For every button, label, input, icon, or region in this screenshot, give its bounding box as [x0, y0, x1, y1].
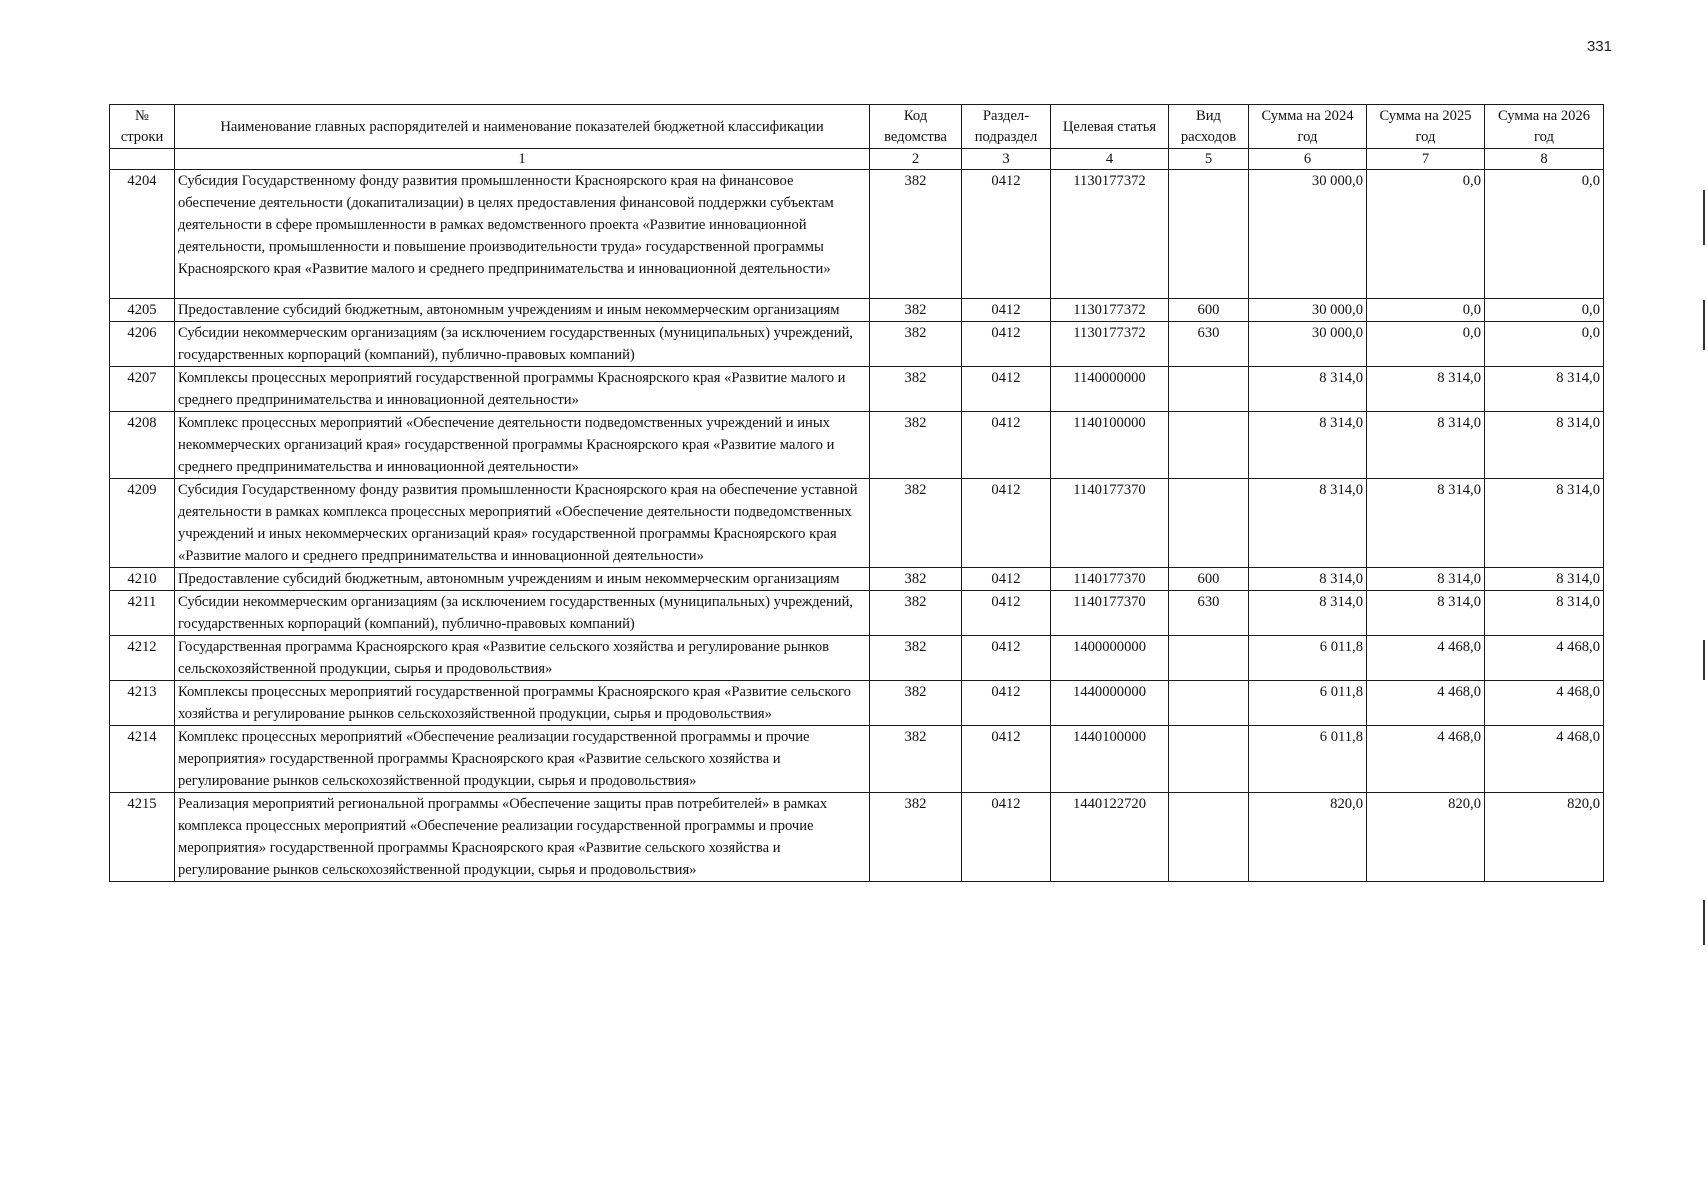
column-number: 2	[870, 149, 962, 170]
cell-sum-2025: 8 314,0	[1367, 568, 1485, 591]
cell-name: Субсидии некоммерческим организациям (за исключением государственных (муниципальных) учреждений, государственных корпораций (компаний), публично-правовых компаний)	[175, 322, 870, 367]
header-section: Раздел-подраздел	[962, 105, 1051, 149]
cell-sum-2024: 8 314,0	[1249, 568, 1367, 591]
cell-dept-code: 382	[870, 322, 962, 367]
header-sum-2025: Сумма на 2025 год	[1367, 105, 1485, 149]
cell-sum-2026: 8 314,0	[1485, 568, 1604, 591]
cell-sum-2025: 0,0	[1367, 170, 1485, 299]
page-number: 331	[1586, 38, 1612, 55]
table-row	[110, 793, 1604, 882]
column-number: 5	[1169, 149, 1249, 170]
cell-expense-type	[1169, 636, 1249, 681]
cell-name: Предоставление субсидий бюджетным, автономным учреждениям и иным некоммерческим организациям	[175, 299, 870, 322]
cell-sum-2026: 0,0	[1485, 322, 1604, 367]
cell-row-no: 4206	[110, 322, 175, 367]
cell-sum-2025: 8 314,0	[1367, 479, 1485, 568]
cell-section: 0412	[962, 681, 1051, 726]
table-row	[110, 322, 1604, 367]
table-row	[110, 412, 1604, 479]
cell-target: 1130177372	[1051, 299, 1169, 322]
header-sum-2026: Сумма на 2026 год	[1485, 105, 1604, 149]
column-number: 1	[175, 149, 870, 170]
cell-sum-2026: 8 314,0	[1485, 412, 1604, 479]
cell-sum-2025: 4 468,0	[1367, 681, 1485, 726]
cell-sum-2025: 8 314,0	[1367, 367, 1485, 412]
table-row	[110, 636, 1604, 681]
cell-target: 1140100000	[1051, 412, 1169, 479]
scan-edge-mark	[1703, 190, 1705, 245]
cell-sum-2024: 8 314,0	[1249, 367, 1367, 412]
cell-row-no: 4210	[110, 568, 175, 591]
cell-name: Комплекс процессных мероприятий «Обеспечение деятельности подведомственных учреждений и иных некоммерческих организаций края» государственной программы Красноярского края «Развитие малого и среднего предпринимательства и инновационной деятельности»	[175, 412, 870, 479]
cell-sum-2026: 8 314,0	[1485, 479, 1604, 568]
cell-name: Субсидии некоммерческим организациям (за исключением государственных (муниципальных) учреждений, государственных корпораций (компаний), публично-правовых компаний)	[175, 591, 870, 636]
cell-target: 1400000000	[1051, 636, 1169, 681]
header-dept-code: Код ведомства	[870, 105, 962, 149]
cell-target: 1130177372	[1051, 170, 1169, 299]
cell-dept-code: 382	[870, 681, 962, 726]
cell-sum-2026: 0,0	[1485, 299, 1604, 322]
cell-sum-2025: 4 468,0	[1367, 726, 1485, 793]
cell-sum-2024: 8 314,0	[1249, 479, 1367, 568]
cell-section: 0412	[962, 322, 1051, 367]
cell-sum-2025: 820,0	[1367, 793, 1485, 882]
cell-expense-type	[1169, 170, 1249, 299]
column-number: 8	[1485, 149, 1604, 170]
cell-section: 0412	[962, 591, 1051, 636]
header-row-no: № строки	[110, 105, 175, 149]
table-row	[110, 681, 1604, 726]
cell-target: 1140177370	[1051, 591, 1169, 636]
cell-target: 1140177370	[1051, 568, 1169, 591]
table-row	[110, 367, 1604, 412]
cell-name: Субсидия Государственному фонду развития промышленности Красноярского края на финансовое обеспечение деятельности (докапитализации) в целях предоставления финансовой поддержки субъектам деятельности в сфере промышленности в рамках ведомственного проекта «Развитие инновационной деятельности, промышленности и повышение производительности труда» государственной программы Красноярского края «Развитие малого и среднего предпринимательства и инновационной деятельности»	[175, 170, 870, 299]
column-number-row	[110, 149, 1604, 170]
cell-sum-2026: 4 468,0	[1485, 681, 1604, 726]
cell-sum-2026: 8 314,0	[1485, 591, 1604, 636]
cell-expense-type	[1169, 793, 1249, 882]
table-row	[110, 170, 1604, 299]
column-number: 4	[1051, 149, 1169, 170]
cell-row-no: 4204	[110, 170, 175, 299]
column-number-empty	[110, 149, 175, 170]
cell-row-no: 4211	[110, 591, 175, 636]
cell-row-no: 4212	[110, 636, 175, 681]
scan-edge-mark	[1703, 300, 1705, 350]
cell-row-no: 4215	[110, 793, 175, 882]
cell-name: Комплексы процессных мероприятий государственной программы Красноярского края «Развитие сельского хозяйства и регулирование рынков сельскохозяйственной продукции, сырья и продовольствия»	[175, 681, 870, 726]
cell-row-no: 4213	[110, 681, 175, 726]
cell-sum-2026: 8 314,0	[1485, 367, 1604, 412]
cell-expense-type	[1169, 412, 1249, 479]
cell-section: 0412	[962, 568, 1051, 591]
cell-dept-code: 382	[870, 793, 962, 882]
cell-section: 0412	[962, 793, 1051, 882]
cell-name: Реализация мероприятий региональной программы «Обеспечение защиты прав потребителей» в рамках комплекса процессных мероприятий «Обеспечение реализации государственной программы и прочие мероприятия» государственной программы Красноярского края «Развитие сельского хозяйства и регулирование рынков сельскохозяйственной продукции, сырья и продовольствия»	[175, 793, 870, 882]
table-row	[110, 479, 1604, 568]
cell-sum-2026: 4 468,0	[1485, 726, 1604, 793]
cell-sum-2026: 4 468,0	[1485, 636, 1604, 681]
cell-expense-type	[1169, 479, 1249, 568]
scan-edge-mark	[1703, 640, 1705, 680]
cell-dept-code: 382	[870, 568, 962, 591]
table-row	[110, 591, 1604, 636]
cell-section: 0412	[962, 412, 1051, 479]
cell-sum-2024: 8 314,0	[1249, 591, 1367, 636]
cell-sum-2026: 820,0	[1485, 793, 1604, 882]
cell-sum-2025: 8 314,0	[1367, 591, 1485, 636]
cell-section: 0412	[962, 636, 1051, 681]
cell-sum-2024: 30 000,0	[1249, 170, 1367, 299]
cell-dept-code: 382	[870, 170, 962, 299]
header-name: Наименование главных распорядителей и наименование показателей бюджетной классификации	[175, 105, 870, 149]
cell-expense-type: 630	[1169, 591, 1249, 636]
cell-dept-code: 382	[870, 636, 962, 681]
cell-target: 1140000000	[1051, 367, 1169, 412]
table-row	[110, 299, 1604, 322]
cell-sum-2024: 6 011,8	[1249, 726, 1367, 793]
cell-target: 1140177370	[1051, 479, 1169, 568]
cell-target: 1440100000	[1051, 726, 1169, 793]
cell-dept-code: 382	[870, 726, 962, 793]
cell-name: Субсидия Государственному фонду развития промышленности Красноярского края на обеспечение уставной деятельности в рамках комплекса процессных мероприятий «Обеспечение деятельности подведомственных учреждений и иных некоммерческих организаций края» государственной программы Красноярского края «Развитие малого и среднего предпринимательства и инновационной деятельности»	[175, 479, 870, 568]
cell-sum-2024: 6 011,8	[1249, 681, 1367, 726]
cell-section: 0412	[962, 479, 1051, 568]
scan-edge-mark	[1703, 900, 1705, 945]
cell-row-no: 4207	[110, 367, 175, 412]
cell-section: 0412	[962, 299, 1051, 322]
cell-sum-2024: 8 314,0	[1249, 412, 1367, 479]
cell-expense-type	[1169, 681, 1249, 726]
cell-section: 0412	[962, 367, 1051, 412]
cell-name: Комплекс процессных мероприятий «Обеспечение реализации государственной программы и прочие мероприятия» государственной программы Красноярского края «Развитие сельского хозяйства и регулирование рынков сельскохозяйственной продукции, сырья и продовольствия»	[175, 726, 870, 793]
cell-sum-2026: 0,0	[1485, 170, 1604, 299]
cell-expense-type: 630	[1169, 322, 1249, 367]
header-sum-2024: Сумма на 2024 год	[1249, 105, 1367, 149]
cell-sum-2025: 4 468,0	[1367, 636, 1485, 681]
cell-expense-type: 600	[1169, 299, 1249, 322]
table-header-row	[110, 105, 1604, 149]
cell-section: 0412	[962, 726, 1051, 793]
cell-expense-type	[1169, 726, 1249, 793]
header-expense-type: Вид расходов	[1169, 105, 1249, 149]
header-target: Целевая статья	[1051, 105, 1169, 149]
cell-sum-2024: 6 011,8	[1249, 636, 1367, 681]
cell-sum-2024: 30 000,0	[1249, 299, 1367, 322]
cell-row-no: 4208	[110, 412, 175, 479]
cell-dept-code: 382	[870, 299, 962, 322]
column-number: 3	[962, 149, 1051, 170]
cell-sum-2025: 0,0	[1367, 299, 1485, 322]
cell-target: 1440122720	[1051, 793, 1169, 882]
cell-name: Комплексы процессных мероприятий государственной программы Красноярского края «Развитие малого и среднего предпринимательства и инновационной деятельности»	[175, 367, 870, 412]
table-row	[110, 726, 1604, 793]
cell-expense-type: 600	[1169, 568, 1249, 591]
cell-row-no: 4209	[110, 479, 175, 568]
table-row	[110, 568, 1604, 591]
cell-name: Предоставление субсидий бюджетным, автономным учреждениям и иным некоммерческим организациям	[175, 568, 870, 591]
cell-dept-code: 382	[870, 412, 962, 479]
cell-expense-type	[1169, 367, 1249, 412]
budget-table	[109, 104, 1604, 882]
cell-target: 1440000000	[1051, 681, 1169, 726]
cell-row-no: 4205	[110, 299, 175, 322]
cell-row-no: 4214	[110, 726, 175, 793]
cell-section: 0412	[962, 170, 1051, 299]
cell-target: 1130177372	[1051, 322, 1169, 367]
cell-name: Государственная программа Красноярского края «Развитие сельского хозяйства и регулирование рынков сельскохозяйственной продукции, сырья и продовольствия»	[175, 636, 870, 681]
cell-sum-2025: 0,0	[1367, 322, 1485, 367]
cell-sum-2025: 8 314,0	[1367, 412, 1485, 479]
cell-sum-2024: 820,0	[1249, 793, 1367, 882]
column-number: 7	[1367, 149, 1485, 170]
cell-sum-2024: 30 000,0	[1249, 322, 1367, 367]
cell-dept-code: 382	[870, 479, 962, 568]
cell-dept-code: 382	[870, 367, 962, 412]
column-number: 6	[1249, 149, 1367, 170]
cell-dept-code: 382	[870, 591, 962, 636]
